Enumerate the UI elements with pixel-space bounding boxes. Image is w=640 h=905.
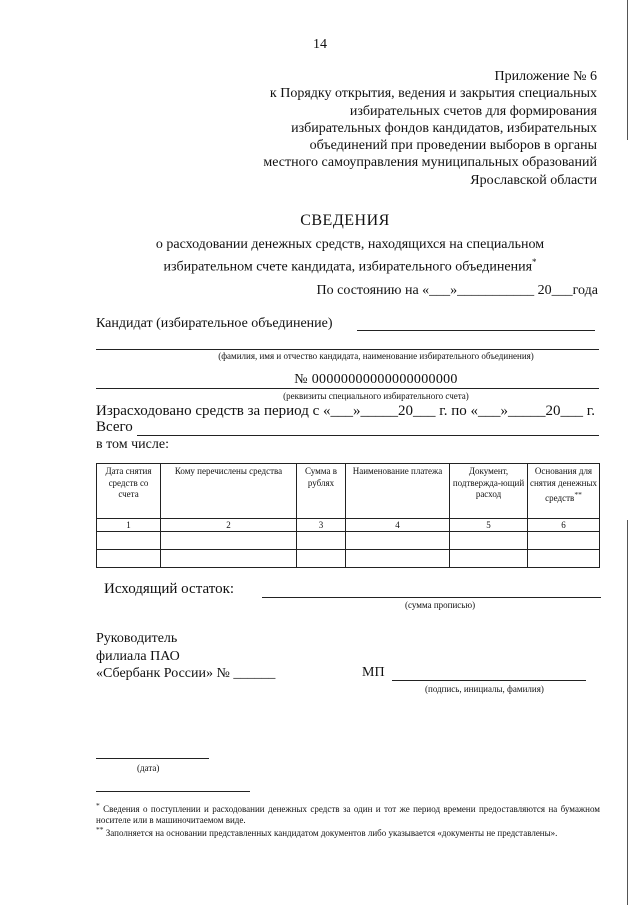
table-cell[interactable] [346,532,450,550]
footnote-2: ** Заполняется на основании представленных кандидатом документов либо указывается «документы не представлены». [96,825,558,838]
table-cell[interactable] [450,532,528,550]
header-recipient: Кому перечислены средства [161,464,297,519]
appendix-line: объединений при проведении выборов в органы [309,138,597,154]
column-number: 1 [97,519,161,532]
table-cell[interactable] [161,550,297,568]
appendix-line: избирательных фондов кандидатов, избирательных [291,120,597,136]
column-number: 4 [346,519,450,532]
document-title: СВЕДЕНИЯ [300,212,390,229]
header-amount: Сумма в рублях [297,464,346,519]
balance-label: Исходящий остаток: [104,581,235,597]
signature-caption: (подпись, инициалы, фамилия) [425,684,544,694]
header-payment-name: Наименование платежа [346,464,450,519]
signature-field[interactable] [392,680,586,681]
subtitle-line-2: избирательном счете кандидата, избирательного объединения* [163,256,537,275]
spent-total-label: Всего [96,419,133,435]
signature-block [96,630,275,683]
stamp-label: МП [362,665,385,680]
spent-total-field[interactable] [137,435,599,436]
table-cell[interactable] [528,532,600,550]
scan-edge-line [627,0,628,140]
header-date: Дата снятия средств со счета [97,464,161,519]
balance-field[interactable] [262,597,601,598]
appendix-line: Приложение № 6 [494,69,597,84]
header-document: Документ, подтвержда-ющий расход [450,464,528,519]
subtitle-line-1: о расходовании денежных средств, находящихся на специальном [155,237,545,252]
expenses-table [96,463,600,568]
table-cell[interactable] [346,550,450,568]
table-header-row [97,464,600,519]
table-cell[interactable] [97,532,161,550]
footnote-1: * Сведения о поступлении и расходовании денежных средств за один и тот же период времени предоставляются на бумажном носителе или в машиночитаемом виде. [96,801,600,825]
table-number-row [97,519,600,532]
appendix-line: Ярославской области [470,172,597,188]
page-number: 14 [313,37,327,52]
appendix-line: к Порядку открытия, ведения и закрытия специальных [269,86,597,102]
footnote-mark: ** [574,490,582,499]
including-label: в том числе: [96,437,169,452]
appendix-header [263,68,597,189]
spent-period-line: Израсходовано средств за период с «___»_____20___ г. по «___»_____20___ г. [96,403,595,419]
account-caption: (реквизиты специального избирательного счета) [283,391,469,401]
table-cell[interactable] [297,550,346,568]
column-number: 6 [528,519,600,532]
table-cell[interactable] [297,532,346,550]
footnote-mark: * [96,801,100,810]
table-cell[interactable] [528,550,600,568]
signature-line-1: Руководитель [96,631,178,646]
scan-edge-line [627,520,628,905]
table-cell[interactable] [161,532,297,550]
footnote-mark: ** [96,825,104,834]
candidate-caption: (фамилия, имя и отчество кандидата, наименование избирательного объединения) [218,351,534,361]
footnote-mark: * [532,256,537,267]
account-number: № 00000000000000000000 [294,372,458,387]
footnote-separator [96,791,250,792]
header-basis: Основания для снятия денежных средств** [528,464,600,519]
date-field[interactable] [96,758,209,759]
column-number: 3 [297,519,346,532]
document-subtitle [0,236,640,276]
account-number-line [96,388,599,389]
signature-line-2: филиала ПАО [96,648,180,664]
table-cell[interactable] [97,550,161,568]
signature-line-3: «Сбербанк России» № ______ [96,666,276,681]
date-caption: (дата) [137,763,160,773]
candidate-name-field-line-2[interactable] [96,349,599,350]
column-number: 2 [161,519,297,532]
table-row [97,550,600,568]
table-row [97,532,600,550]
appendix-line: местного самоуправления муниципальных образований [263,155,597,171]
appendix-line: избирательных счетов для формирования [349,103,597,119]
candidate-name-field[interactable] [357,330,595,331]
as-of-date: По состоянию на «___»___________ 20___года [316,283,598,298]
balance-caption: (сумма прописью) [405,600,476,610]
table-cell[interactable] [450,550,528,568]
candidate-label: Кандидат (избирательное объединение) [96,316,333,331]
column-number: 5 [450,519,528,532]
